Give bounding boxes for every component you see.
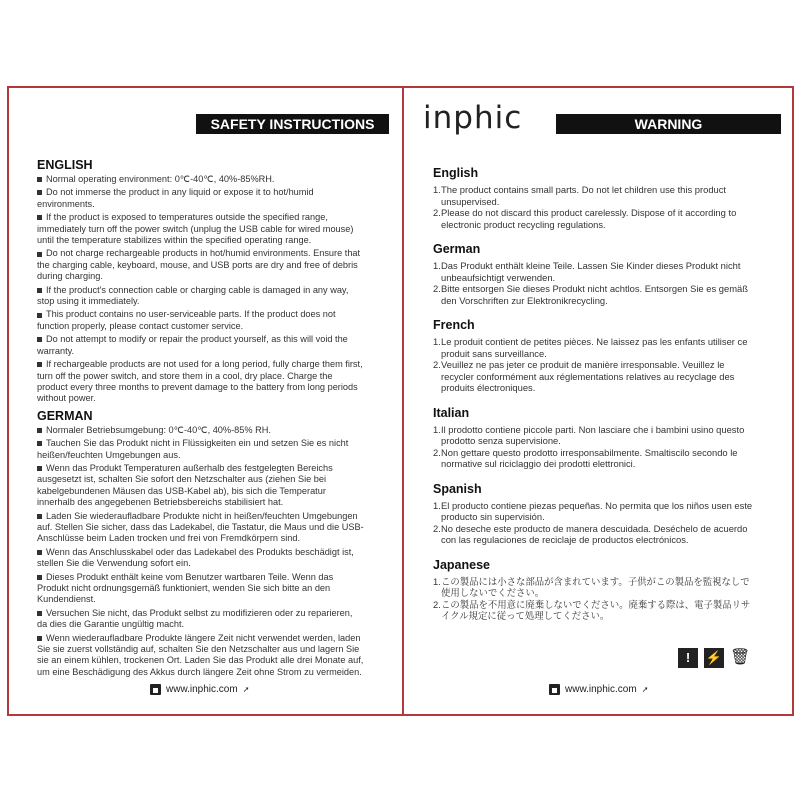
item-text: Bitte entsorgen Sie dieses Produkt nicht achtlos. Entsorgen Sie es gemäß den Vorschriften zur Elektronikrecycling. <box>441 283 748 306</box>
item-text: この製品を不用意に廃棄しないでください。廃棄する際は、電子製品リサイクル規定に従って処理してください。 <box>441 598 751 621</box>
bullet-icon <box>37 288 42 293</box>
right-content <box>433 166 755 634</box>
warning-icon: ! <box>678 648 698 668</box>
safety-instructions-header: SAFETY INSTRUCTIONS <box>196 114 389 134</box>
item-number: 1. <box>433 499 441 511</box>
item-number: 1. <box>433 336 441 347</box>
bullet-icon <box>37 362 42 367</box>
bullet-icon <box>37 611 42 616</box>
warning-item <box>433 336 755 359</box>
german-item <box>37 438 365 461</box>
language-title: Italian <box>433 405 470 420</box>
bullet-icon <box>37 441 42 446</box>
warning-section <box>433 406 755 470</box>
bullet-icon <box>37 337 42 342</box>
language-title: German <box>433 242 481 256</box>
german-text: Dieses Produkt enthält keine vom Benutzer wartbaren Teile. Wenn das Produkt nicht ordnungsgemäß funktioniert, wenden Sie sich bitte an den Kundendienst. <box>37 571 334 605</box>
item-number: 1. <box>433 260 441 271</box>
german-item <box>37 608 365 631</box>
warning-item <box>433 576 755 599</box>
warning-item <box>433 523 755 546</box>
footer-url[interactable]: www.inphic.com <box>565 684 637 695</box>
german-text: Wenn das Anschlusskabel oder das Ladekabel des Produkts beschädigt ist, stellen Sie die Verwendung sofort ein. <box>37 546 354 569</box>
english-text: If the product is exposed to temperatures outside the specified range, immediately turn off the power switch (unplug the USB cable for wired mouse) until the temperature stabilizes within the specified operating range. <box>37 212 354 246</box>
english-text: Do not immerse the product in any liquid or expose it to hot/humid environments. <box>37 187 314 209</box>
home-icon <box>150 684 161 695</box>
brand-logo: inphic <box>423 100 523 136</box>
item-text: Veuillez ne pas jeter ce produit de manière irresponsable. Veuillez le recycler conformément aux réglementations relatives au recyclage des produits électroniques. <box>441 359 735 393</box>
item-number: 2. <box>433 522 441 534</box>
bullet-icon <box>37 636 42 641</box>
german-text: Wenn das Produkt Temperaturen außerhalb des festgelegten Bereichs ausgesetzt ist, schalten Sie sofort den Netzschalter aus (ziehen Sie bei kabelgebundenen Mäusen das USB-Kabel ab), bis sich die Temperatur innerhalb des angegebenen Betriebsbereichs stabilisiert hat. <box>37 462 333 508</box>
warning-item <box>433 447 755 470</box>
english-item <box>37 334 365 357</box>
language-title: Spanish <box>433 481 482 496</box>
item-number: 2. <box>433 598 441 610</box>
bullet-icon <box>37 252 42 257</box>
warning-icons <box>678 648 750 668</box>
item-number: 2. <box>433 446 441 458</box>
cursor-icon: ➚ <box>641 685 649 694</box>
bullet-icon <box>37 215 42 220</box>
left-content <box>37 158 365 680</box>
item-number: 2. <box>433 207 441 218</box>
item-number: 1. <box>433 575 441 587</box>
item-number: 1. <box>433 423 441 435</box>
english-item <box>37 187 365 210</box>
bullet-icon <box>37 550 42 555</box>
item-text: Das Produkt enthält kleine Teile. Lassen Sie Kinder dieses Produkt nicht unbeaufsichtigt verwenden. <box>441 260 741 283</box>
warning-item <box>433 359 755 394</box>
english-text: Normal operating environment: 0℃-40℃, 40%-85%RH. <box>46 174 275 184</box>
footer-right <box>549 684 648 695</box>
bullet-icon <box>37 428 42 433</box>
english-text: Do not attempt to modify or repair the product yourself, as this will void the warranty. <box>37 334 348 356</box>
language-title: Japanese <box>433 557 490 572</box>
german-item <box>37 425 365 436</box>
item-text: この製品には小さな部品が含まれています。子供がこの製品を監視なしで使用しないでください。 <box>441 575 750 598</box>
language-title: English <box>433 166 479 180</box>
bullet-icon <box>37 190 42 195</box>
warning-section <box>433 242 755 306</box>
item-text: Please do not discard this product carelessly. Dispose of it according to electronic product recycling regulations. <box>441 207 737 230</box>
german-item <box>37 572 365 606</box>
item-text: Il prodotto contiene piccole parti. Non lasciare che i bambini usino questo prodotto senza supervisione. <box>441 423 745 446</box>
item-text: The product contains small parts. Do not let children use this product unsupervised. <box>441 184 727 207</box>
item-text: No deseche este producto de manera descuidada. Deséchelo de acuerdo con las regulaciones de reciclaje de productos electrónicos. <box>441 522 748 545</box>
german-title: GERMAN <box>37 408 93 423</box>
warning-item <box>433 424 755 447</box>
english-item <box>37 285 365 308</box>
english-list <box>37 174 365 405</box>
crossed-bin-icon: 🗑 <box>730 649 751 666</box>
home-icon <box>549 684 560 695</box>
german-item <box>37 633 365 679</box>
german-item <box>37 463 365 509</box>
english-text: This product contains no user-serviceable parts. If the product does not function properly, please contact customer service. <box>37 309 336 331</box>
electric-warning-icon: ⚡ <box>704 648 724 668</box>
warning-header: WARNING <box>556 114 781 134</box>
english-item <box>37 359 365 405</box>
warning-item <box>433 207 755 230</box>
item-text: Le produit contient de petites pièces. Ne laissez pas les enfants utiliser ce produit sans surveillance. <box>441 336 748 359</box>
english-text: If rechargeable products are not used for a long period, fully charge them first, turn off the power switch, and store them in a cool, dry place. Charge the product every three months to prevent damage to the battery from long periods without power. <box>37 359 363 404</box>
warning-section <box>433 318 755 394</box>
warning-section <box>433 558 755 622</box>
english-item <box>37 212 365 246</box>
footer-url[interactable]: www.inphic.com <box>166 684 238 695</box>
german-list <box>37 425 365 679</box>
warning-section <box>433 482 755 546</box>
german-text: Normaler Betriebsumgebung: 0℃-40℃, 40%-85% RH. <box>46 424 271 435</box>
warning-item <box>433 599 755 622</box>
item-text: Non gettare questo prodotto irresponsabilmente. Smaltiscilo secondo le normative sul riciclaggio dei prodotti elettronici. <box>441 446 738 469</box>
german-text: Tauchen Sie das Produkt nicht in Flüssigkeiten ein und setzen Sie es nicht heißen/feuchten Umgebungen aus. <box>37 438 349 460</box>
warning-item <box>433 260 755 283</box>
warning-item <box>433 283 755 306</box>
bullet-icon <box>37 514 42 519</box>
english-item <box>37 309 365 332</box>
bullet-icon <box>37 575 42 580</box>
item-text: El producto contiene piezas pequeñas. No permita que los niños usen este producto sin supervisión. <box>441 499 753 522</box>
german-text: Versuchen Sie nicht, das Produkt selbst zu modifizieren oder zu reparieren, da dies die Garantie ungültig macht. <box>37 607 353 630</box>
english-item <box>37 248 365 282</box>
english-title: ENGLISH <box>37 158 93 172</box>
bullet-icon <box>37 466 42 471</box>
warning-item <box>433 500 755 523</box>
english-text: If the product's connection cable or charging cable is damaged in any way, stop using it immediately. <box>37 284 349 307</box>
warning-item <box>433 184 755 207</box>
item-number: 1. <box>433 184 441 195</box>
item-number: 2. <box>433 283 441 294</box>
bullet-icon <box>37 177 42 182</box>
warning-section <box>433 166 755 230</box>
language-title: French <box>433 318 475 332</box>
english-text: Do not charge rechargeable products in hot/humid environments. Ensure that the charging cable, keyboard, mouse, and USB ports are dry and free of debris during charging. <box>37 248 361 282</box>
german-item <box>37 547 365 570</box>
german-item <box>37 511 365 545</box>
german-text: Laden Sie wiederaufladbare Produkte nicht in heißen/feuchten Umgebungen auf. Stellen Sie sicher, dass das Ladekabel, die Tastatur, die Maus und die USB-Anschlüsse beim Laden trocken und frei von Fremdkörpern sind. <box>37 510 364 544</box>
cursor-icon: ➚ <box>242 685 250 694</box>
item-number: 2. <box>433 359 441 370</box>
footer-left <box>150 684 249 695</box>
english-item <box>37 174 365 185</box>
german-text: Wenn wiederaufladbare Produkte längere Zeit nicht verwendet werden, laden Sie sie zuerst vollständig auf, schalten Sie den Netzschalter aus und lagern Sie sie an einem kühlen, trockenen Ort. Laden Sie das Produkt alle drei Monate auf, um eine Beschädigung des Akkus durch längere Zeit ohne Strom zu vermeiden. <box>37 632 364 677</box>
bullet-icon <box>37 313 42 318</box>
